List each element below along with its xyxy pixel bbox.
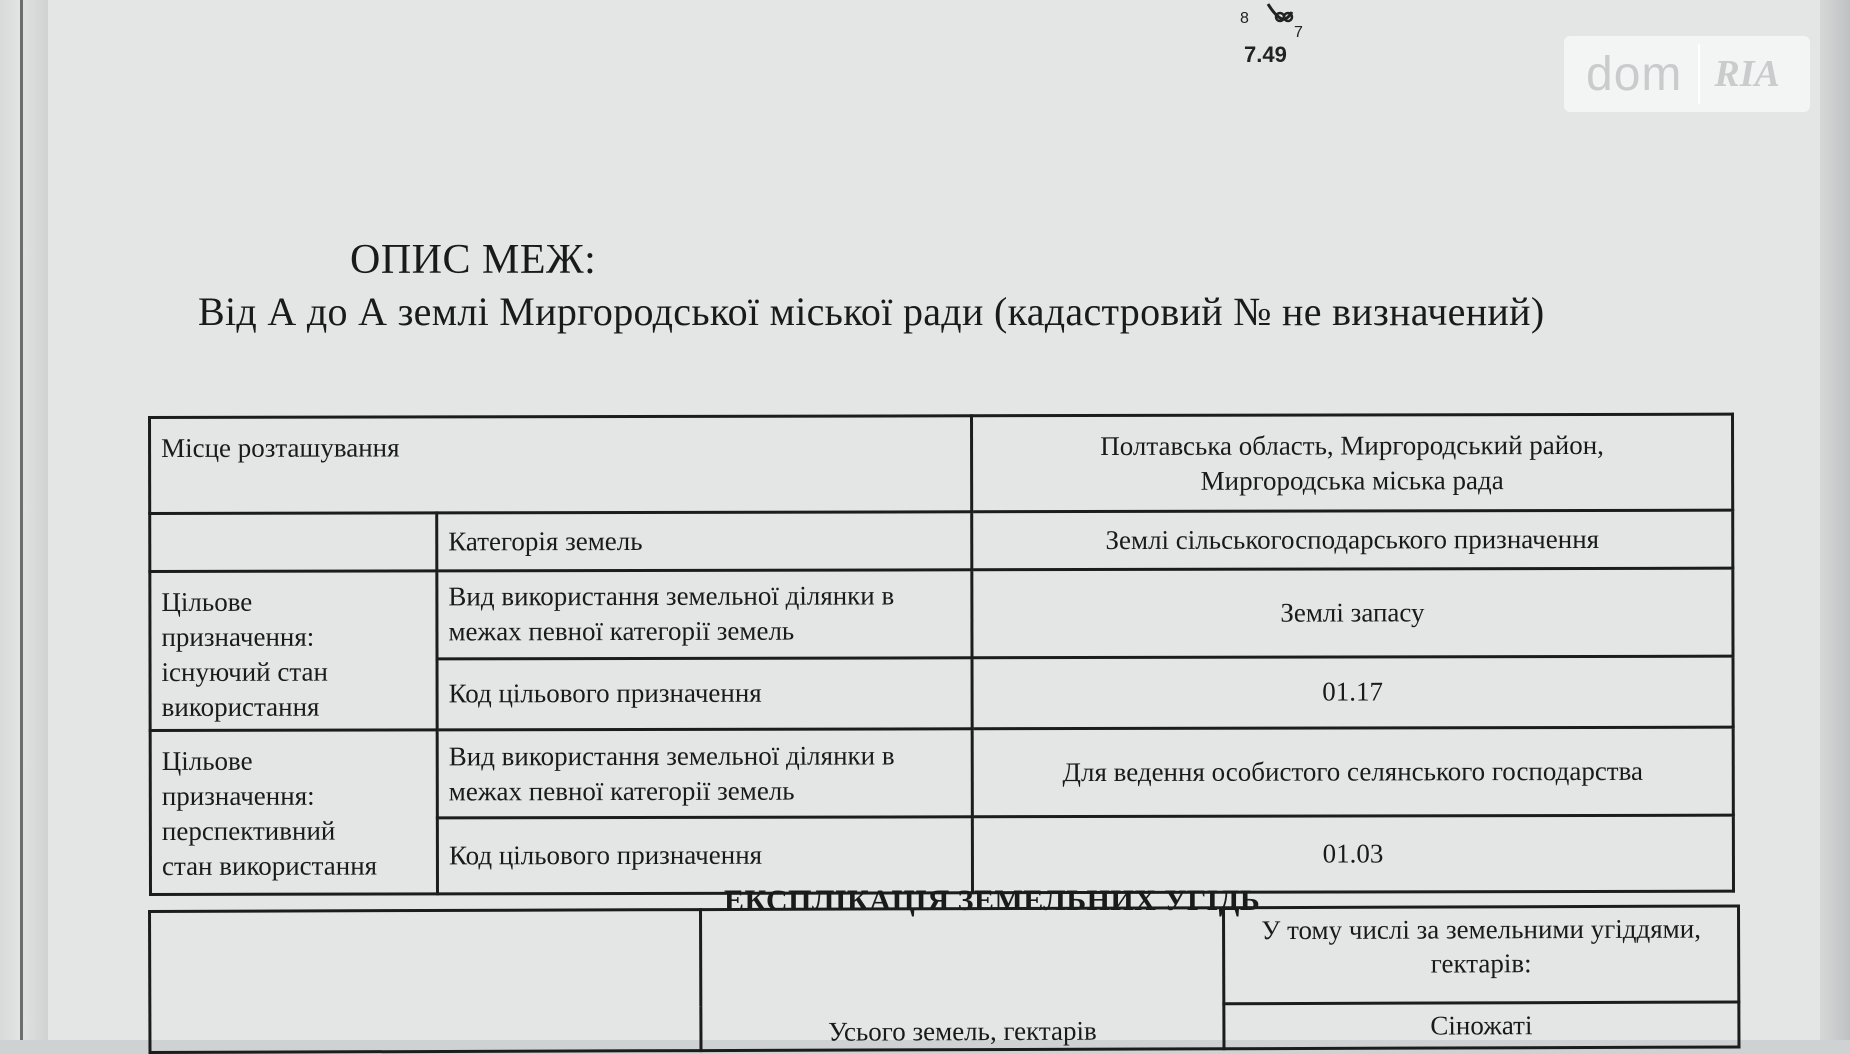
explication-blank-cell — [150, 910, 701, 1053]
prospective-purpose-label-line: призначення: — [161, 780, 315, 811]
code-label-cell — [437, 817, 972, 894]
including-label-line: У тому числі за земельними угіддями, — [1261, 913, 1701, 946]
point-label-8: 8 — [1240, 10, 1249, 27]
table-row — [150, 510, 1733, 571]
prospective-code-value-cell — [972, 815, 1733, 893]
use-type-label-line: Вид використання земельної ділянки в — [448, 739, 895, 771]
page-shadow — [1820, 0, 1850, 1040]
explication-table — [148, 904, 1740, 1054]
code-label: Код цільового призначення — [448, 678, 762, 709]
use-type-label-line: межах певної категорії земель — [448, 615, 795, 647]
category-label: Категорія земель — [448, 525, 643, 557]
point-label-7: 7 — [1294, 24, 1303, 41]
code-label-cell — [437, 657, 972, 729]
empty-cell — [150, 513, 437, 572]
category-label-cell — [437, 512, 972, 571]
location-label: Місце розташування — [161, 432, 400, 463]
prospective-purpose-label-line: перспективний — [161, 815, 336, 846]
location-value-line1: Полтавська область, Миргородський район, — [1100, 429, 1604, 461]
existing-code-value: 01.17 — [1322, 676, 1383, 707]
use-type-label-cell — [437, 729, 972, 818]
watermark-ria-text: RIA — [1714, 53, 1780, 95]
prospective-purpose-label-cell — [150, 730, 437, 895]
use-type-label-cell — [437, 570, 972, 659]
location-value-line2: Миргородська міська рада — [1200, 464, 1504, 496]
existing-purpose-label-cell — [150, 571, 437, 731]
existing-code-value-cell — [972, 656, 1733, 729]
including-label-line: гектарів: — [1430, 948, 1532, 979]
prospective-use-value: Для ведення особистого селянського господарства — [1062, 755, 1643, 788]
including-cell — [1223, 906, 1738, 1004]
watermark-dom-text: dom — [1586, 47, 1683, 101]
category-value: Землі сільськогосподарського призначення — [1105, 523, 1600, 555]
hay-cell — [1224, 1002, 1739, 1049]
location-label-cell — [150, 416, 972, 514]
existing-use-value-cell — [972, 568, 1733, 657]
existing-purpose-label-line: призначення: — [161, 621, 315, 652]
domria-watermark — [1564, 36, 1810, 112]
distance-label: 7.49 — [1244, 42, 1287, 67]
existing-purpose-label-line: існуючий стан — [161, 656, 328, 687]
use-type-label-line: межах певної категорії земель — [448, 775, 795, 806]
page-edge-line — [20, 0, 23, 1040]
table-row — [150, 414, 1733, 513]
prospective-use-value-cell — [972, 727, 1733, 817]
use-type-label-line: Вид використання земельної ділянки в — [448, 580, 895, 612]
category-value-cell — [972, 510, 1733, 570]
total-land-cell — [701, 908, 1224, 1051]
table-row — [150, 568, 1733, 659]
prospective-code-value: 01.03 — [1322, 838, 1384, 869]
existing-purpose-label-line: Цільове — [161, 586, 253, 617]
code-label: Код цільового призначення — [448, 839, 763, 871]
prospective-purpose-label-line: стан використання — [161, 850, 378, 881]
location-value-cell — [972, 414, 1733, 512]
watermark-separator — [1698, 44, 1700, 104]
parcel-info-table — [148, 413, 1735, 896]
table-row — [150, 727, 1733, 818]
hay-label: Сіножаті — [1430, 1010, 1533, 1041]
existing-purpose-label-line: використання — [161, 691, 320, 722]
table-row — [150, 906, 1739, 1008]
prospective-purpose-label-line: Цільове — [161, 745, 253, 776]
document-title: ОПИС МЕЖ: — [350, 237, 597, 283]
document-subtitle: Від А до А землі Миргородської міської ради (кадастровий № не визначений) — [198, 289, 1545, 334]
previous-page-edge — [0, 0, 48, 1040]
existing-use-value: Землі запасу — [1280, 597, 1425, 628]
explication-title: ЕКСПЛІКАЦІЯ ЗЕМЕЛЬНИХ УГІДЬ — [724, 884, 1261, 917]
total-land-label: Усього земель, гектарів — [828, 1015, 1097, 1047]
